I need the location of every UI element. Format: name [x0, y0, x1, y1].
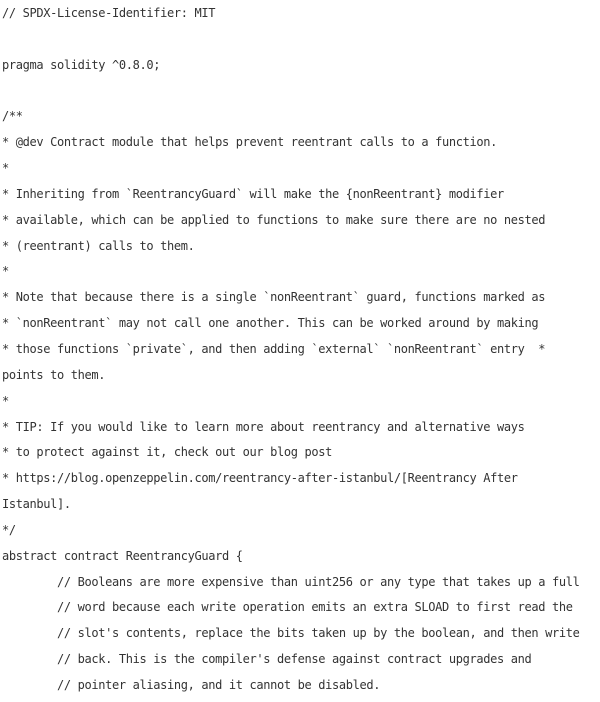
code-line: abstract contract ReentrancyGuard { — [2, 548, 243, 563]
code-line: // Booleans are more expensive than uint256 or any type that takes up a full — [2, 574, 580, 589]
code-line: points to them. — [2, 367, 106, 382]
code-line: * — [2, 161, 9, 176]
code-line: * Inheriting from `ReentrancyGuard` will make the {nonReentrant} modifier — [2, 186, 504, 201]
code-line: /** — [2, 109, 23, 124]
code-line: Istanbul]. — [2, 497, 71, 512]
code-line: // SPDX-License-Identifier: MIT — [2, 6, 216, 20]
code-line: * to protect against it, check out our blog post — [2, 445, 332, 460]
code-line: // slot's contents, replace the bits taken up by the boolean, and then write — [2, 626, 580, 641]
code-block — [2, 4, 598, 702]
code-line — [2, 30, 598, 56]
code-line: * TIP: If you would like to learn more about reentrancy and alternative ways — [2, 419, 525, 434]
code-line: * (reentrant) calls to them. — [2, 238, 195, 253]
code-line: pragma solidity ^0.8.0; — [2, 57, 161, 72]
code-line: // pointer aliasing, and it cannot be disabled. — [2, 677, 381, 692]
code-line: * `nonReentrant` may not call one another. This can be worked around by making — [2, 316, 539, 331]
code-line: * those functions `private`, and then adding `external` `nonReentrant` entry * — [2, 341, 546, 356]
code-line: * — [2, 264, 9, 279]
code-line: * @dev Contract module that helps prevent reentrant calls to a function. — [2, 135, 497, 150]
code-line — [2, 82, 598, 108]
code-line: // back. This is the compiler's defense against contract upgrades and — [2, 652, 532, 667]
code-line: * https://blog.openzeppelin.com/reentrancy-after-istanbul/[Reentrancy After — [2, 471, 518, 486]
code-line: * Note that because there is a single `nonReentrant` guard, functions marked as — [2, 290, 546, 305]
code-line: * — [2, 393, 9, 408]
code-line: // word because each write operation emits an extra SLOAD to first read the — [2, 600, 573, 615]
code-line: */ — [2, 522, 16, 537]
code-line: * available, which can be applied to functions to make sure there are no nested — [2, 212, 546, 227]
